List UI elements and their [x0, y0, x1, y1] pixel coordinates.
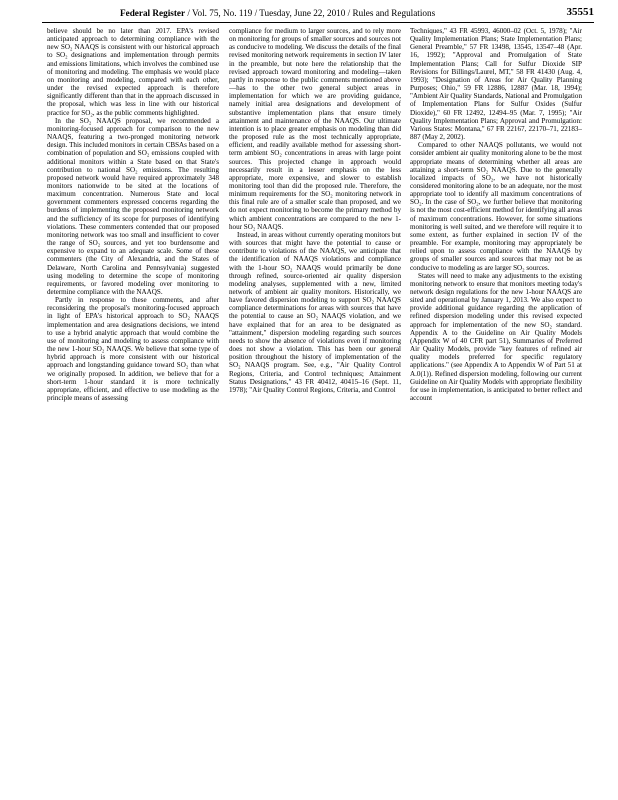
paragraph: In the SO₂ NAAQS proposal, we recommended a monitoring-focused approach for comparison to the new NAAQS, featuring a two-pronged monitoring network design. This included monitors in certain CBSAs based on a combination of population and SO₂ emissions coupled with additional monitors within a State based on that State's contribution to national SO₂ emissions. The resulting proposed network would have required approximately 348 monitors nationwide to be sited at the locations of maximum concentration. Numerous State and local government commenters expressed concerns regarding the burdens of implementing the proposed monitoring network and the sufficiency of its scope for purposes of identifying violations. These commenters contended that our proposed monitoring network was too small and insufficient to cover the range of SO₂ sources, and yet too burdensome and expensive to expand to an adequate scale. Some of these commenters (the City of Alexandria, and the States of Delaware, North Carolina and Pennsylvania) suggested using modeling to determine the scope of monitoring requirements, or favored modeling over monitoring to determine compliance with the NAAQS.	[47, 116, 219, 296]
header-rule	[42, 22, 594, 23]
page-number: 35551	[566, 6, 594, 18]
text-column-2	[229, 27, 401, 792]
paragraph: Partly in response to these comments, and after reconsidering the proposal's monitoring-focused approach in light of EPA's historical approach to SO₂ NAAQS implementation and area designations decisions, we intend to use a hybrid analytic approach that would combine the use of monitoring and modeling to assess compliance with the new 1-hour SO₂ NAAQS. We believe that some type of hybrid approach is more consistent with our historical approach and longstanding guidance toward SO₂ than what we originally proposed. In addition, we believe that for a short-term 1-hour standard it is more technically appropriate, efficient, and effective to use modeling as the principle means of assessing	[47, 296, 219, 403]
text-column-1	[47, 27, 219, 792]
issue-citation: / Vol. 75, No. 119 / Tuesday, June 22, 2010 / Rules and Regulations	[187, 8, 436, 18]
paragraph: believe should be no later than 2017. EPA's revised anticipated approach to determining compliance with the new SO₂ NAAQS is consistent with our historical approach to SO₂ designations and implementation through permits and emissions limitations, which involves the combined use of monitoring and modeling. The emphasis we would place on monitoring and modeling, compared with each other, under the revised expected approach is therefore significantly different than that in the approach discussed in the proposal, which was less in line with our historical practice for SO₂, as the public comments highlighted.	[47, 27, 219, 117]
page-header	[42, 6, 594, 20]
paragraph: Compared to other NAAQS pollutants, we would not consider ambient air quality monitoring alone to be the most appropriate means of determining whether all areas are attaining a short-term SO₂ NAAQS. Due to the generally localized impacts of SO₂, we have not historically considered monitoring alone to be an adequate, nor the most appropriate tool to identify all maximum concentrations of SO₂. In the case of SO₂, we further believe that monitoring is not the most cost-efficient method for identifying all areas of maximum concentrations. However, for some situations monitoring is well suited, and we therefore will require it to some extent, as further explained in section IV of the preamble. For example, monitoring may appropriately be relied upon to assess compliance with the NAAQS by groups of smaller sources and sources that may not be as conducive to modeling as are larger SO₂ sources.	[410, 141, 582, 272]
paragraph: Techniques," 43 FR 45993, 46000–02 (Oct. 5, 1978); "Air Quality Implementation Plans; State Implementation Plans; General Preamble," 57 FR 13498, 13545, 13547–48 (Apr. 16, 1992); "Approval and Promulgation of State Implementation Plans; Call for Sulfur Dioxide SIP Revisions for Billings/Laurel, MT," 58 FR 41430 (Aug. 4, 1993); "Designation of Areas for Air Quality Planning Purposes; Ohio," 59 FR 12886, 12887 (Mar. 18, 1994); "Ambient Air Quality Standards, National and Promulgation of Implementation Plans for Sulfur Oxides (Sulfur Dioxide)," 60 FR 12492, 12494–95 (Mar. 7, 1995); "Air Quality Implementation Plans; Approval and Promulgation: Various States: Montana," 67 FR 22167, 22170–71, 22183–887 (May 2, 2002).	[410, 27, 582, 142]
journal-name: Federal Register	[120, 8, 186, 18]
running-head	[120, 8, 435, 18]
text-column-3	[410, 27, 582, 792]
paragraph: compliance for medium to larger sources, and to rely more on monitoring for groups of smaller sources and sources not as conducive to modeling. We discuss the details of the final revised monitoring network requirements in section IV later in the preamble, but note here the relationship that the revised approach toward monitoring and modeling—taken partly in response to the public comments mentioned above—has to the other two general subject areas in implementation for which we are providing guidance, namely initial area designations and development of substantive implementation plans that ensure timely attainment and maintenance of the NAAQS. Our ultimate intention is to place greater emphasis on modeling than did the proposed rule as the most technically appropriate, efficient, and readily available method for assessing short-term ambient SO₂ concentrations in areas with large point sources. This projected change in approach would necessarily result in a lesser emphasis on the less appropriate, more expensive, and slower to establish monitoring tool than did the proposed rule. Therefore, the minimum requirements for the SO₂ monitoring network in this final rule are of a smaller scale than proposed, and we do not expect monitoring to become the primary method by which ambient concentrations are compared to the new 1-hour SO₂ NAAQS.	[229, 27, 401, 231]
paragraph: States will need to make any adjustments to the existing monitoring network to ensure that monitors meeting today's network design regulations for the new 1-hour NAAQS are sited and operational by January 1, 2013. We also expect to provide additional guidance regarding the application of refined dispersion modeling under this revised expected approach for implementation of the new SO₂ standard. Appendix A to the Guideline on Air Quality Models (Appendix W of 40 CFR part 51), Summaries of Preferred Air Quality Models, provide "key features of refined air quality models preferred for specific regulatory applications." (see Appendix A to Appendix W of Part 51 at A.0(1)). Refined dispersion modeling, following our current Guideline on Air Quality Models with appropriate flexibility for use in implementation, is anticipated to better reflect and account	[410, 271, 582, 403]
paragraph: Instead, in areas without currently operating monitors but with sources that might have the potential to cause or contribute to violations of the NAAQS, we anticipate that the identification of NAAQS violations and compliance with the 1-hour SO₂ NAAQS would primarily be done through refined, source-oriented air quality dispersion modeling analyses, supplemented with a new, limited network of ambient air quality monitors. Historically, we have favored dispersion modeling to support SO₂ NAAQS compliance determinations for areas with sources that have the potential to cause an SO₂ NAAQS violation, and we have explained that for an area to be designated as "attainment," dispersion modeling regarding such sources needs to show the absence of violations even if monitoring does not show a violation. This has been our general position throughout the history of implementation of the SO₂ NAAQS program. See, e.g., "Air Quality Control Regions, Criteria, and Control techniques; Attainment Status Designations," 43 FR 40412, 40415–16 (Sept. 11, 1978); "Air Quality Control Regions, Criteria, and Control	[229, 230, 401, 394]
